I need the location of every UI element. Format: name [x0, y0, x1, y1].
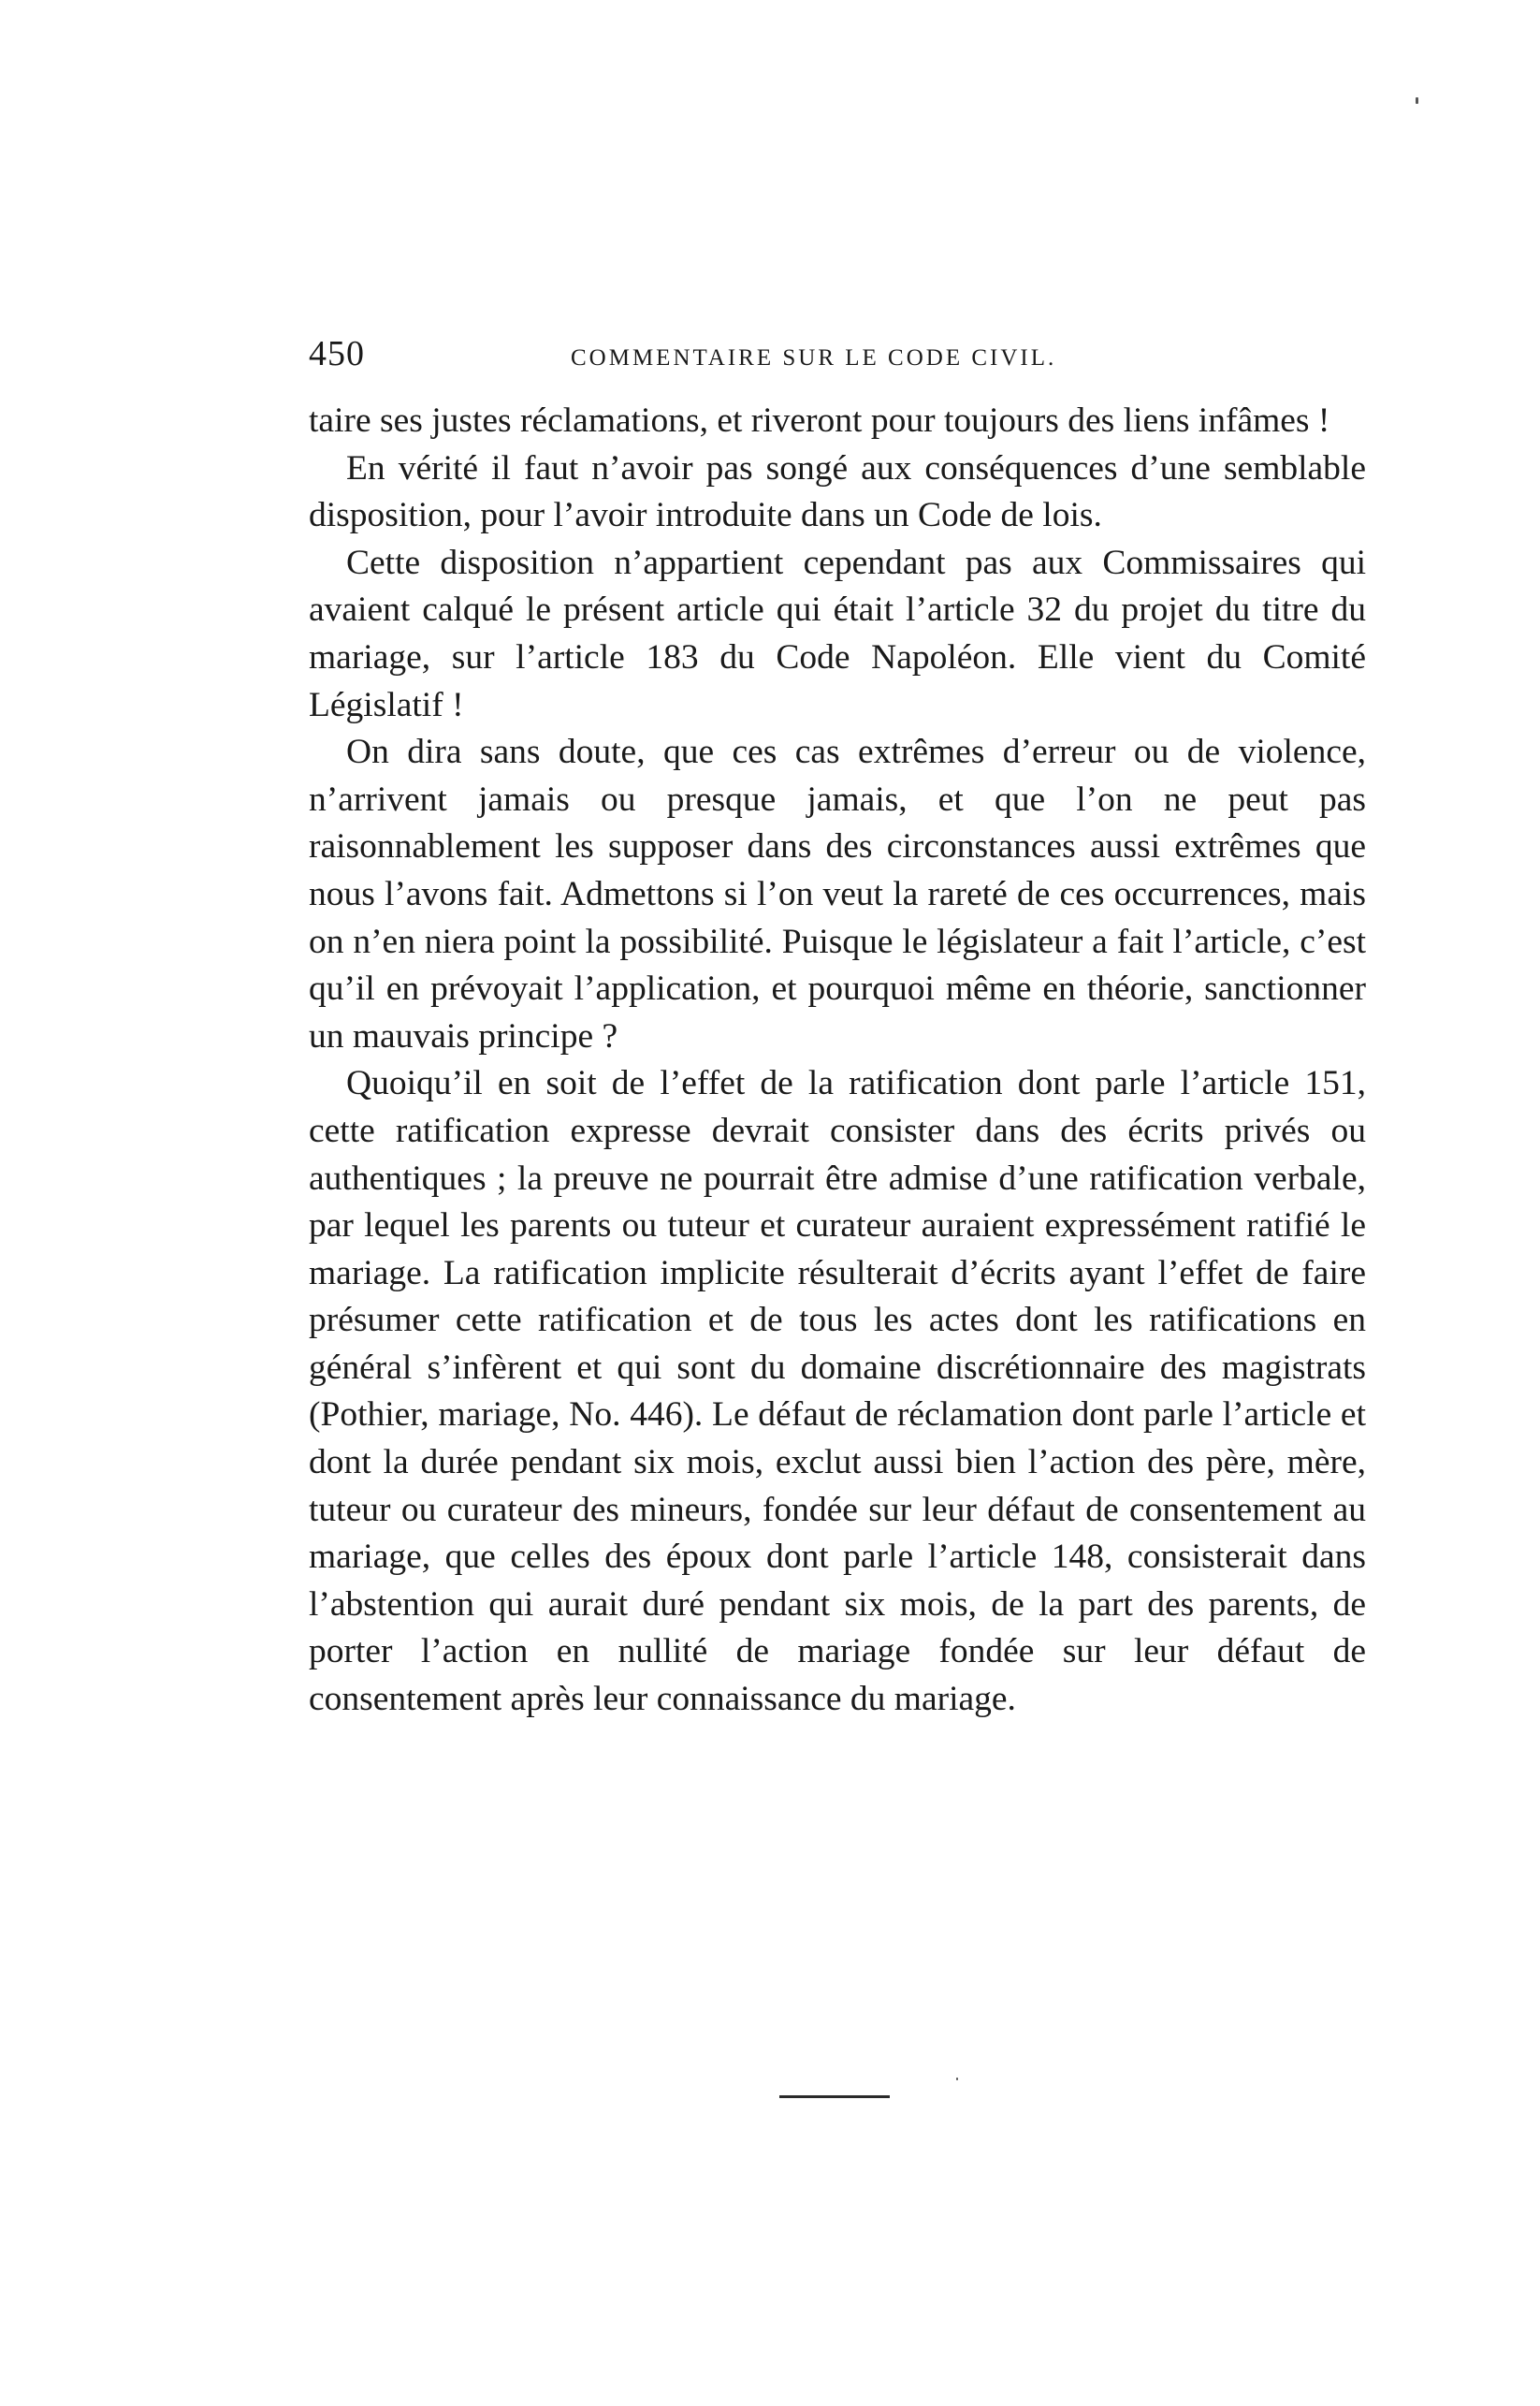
- paragraph: Quoiqu’il en soit de l’effet de la ratification dont parle l’article 151, cette ratification expresse devrait consister dans des écrits privés ou authentiques ; la preuve ne pourrait être admise d’une ratification verbale, par lequel les parents ou tuteur et curateur auraient expressément ratifié le mariage. La ratification implicite résulterait d’écrits ayant l’effet de faire présumer cette ratification et de tous les actes dont les ratifications en général s’infèrent et qui sont du domaine discrétionnaire des magistrats (Pothier, mariage, No. 446). Le défaut de réclamation dont parle l’article et dont la durée pendant six mois, exclut aussi bien l’action des père, mère, tuteur ou curateur des mineurs, fondée sur leur défaut de consentement au mariage, que celles des époux dont parle l’article 148, consisterait dans l’abstention qui aurait duré pendant six mois, de la part des parents, de porter l’action en nullité de mariage fondée sur leur défaut de consentement après leur connaissance du mariage.: [309, 1064, 1366, 1719]
- end-rule: [779, 2095, 890, 2098]
- running-title: COMMENTAIRE SUR LE CODE CIVIL.: [571, 345, 1057, 371]
- paragraph: On dira sans doute, que ces cas extrêmes d’erreur ou de violence, n’arrivent jamais ou presque jamais, et que l’on ne peut pas raisonnablement les supposer dans des circonstances aussi extrêmes que nous l’avons fait. Admettons si l’on veut la rareté de ces occurrences, mais on n’en niera point la possibilité. Puisque le législateur a fait l’article, c’est qu’il en prévoyait l’application, et pourquoi même en théorie, sanctionner un mauvais principe ?: [309, 733, 1366, 1056]
- ink-speck: [956, 2078, 958, 2080]
- paragraph: taire ses justes réclamations, et riveront pour toujours des liens infâmes !: [309, 401, 1330, 440]
- ink-speck: [1416, 97, 1418, 104]
- body-text: [309, 398, 1366, 1724]
- paragraph: Cette disposition n’appartient cependant pas aux Commissaires qui avaient calqué le présent article qui était l’article 32 du projet du titre du mariage, sur l’article 183 du Code Napoléon. Elle vient du Comité Législatif !: [309, 543, 1366, 724]
- running-head: [309, 333, 1366, 380]
- page-number: 450: [309, 334, 365, 373]
- paragraph: En vérité il faut n’avoir pas songé aux conséquences d’une semblable disposition, pour l’avoir introduite dans un Code de lois.: [309, 448, 1366, 535]
